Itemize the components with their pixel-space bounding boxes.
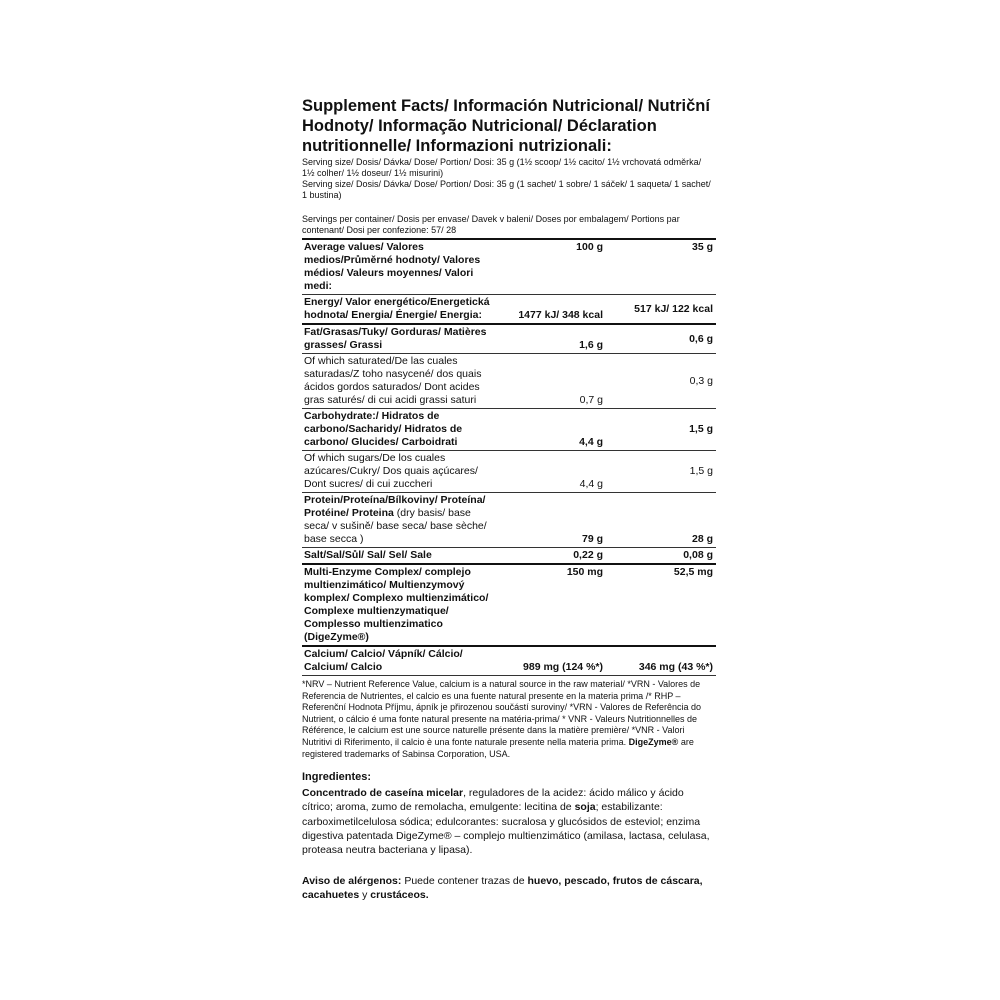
label-title: Supplement Facts/ Información Nutricional/ Nutriční Hodnoty/ Informação Nutricional/ Déclaration nutritionnelle/ Informazioni nutrizionali: bbox=[302, 97, 710, 155]
footnote-brand: DigeZyme® bbox=[628, 736, 679, 747]
allergen-list-2: crustáceos. bbox=[370, 889, 429, 902]
calcium-100g: 989 mg (124 %*) bbox=[493, 646, 611, 676]
footnote-text: *NRV – Nutrient Reference Value, calcium is a natural source in the raw material/ *VRN - Valores de Referencia de Nutrientes, el calcio es una fuente natural presente en la materia prima /* RHP – Referenční Hodnota Příjmu, ápník je přirozenou součástí suroviny/ *VRN - Valores de Referência do Nutrient, o cálcio é uma fonte natural presente na matéria-prima/ * VNR - Valeurs Nutritionnelles de Référence, le calcium est une source naturelle présente dans la matière première/ *VNR - Valori Nutritivi di Riferimento, il calcio è una fonte naturale presente nella materia prima. bbox=[302, 679, 702, 747]
calcium-35g: 346 mg (43 %*) bbox=[611, 646, 716, 676]
energy-row bbox=[302, 295, 716, 325]
carbohydrate-35g: 1,5 g bbox=[611, 409, 716, 451]
table-header-row bbox=[302, 239, 716, 295]
salt-35g: 0,08 g bbox=[611, 548, 716, 565]
allergen-text-1: Puede contener trazas de bbox=[401, 875, 528, 888]
salt-row bbox=[302, 548, 716, 565]
carbohydrate-label: Carbohydrate:/ Hidratos de carbono/Sacharidy/ Hidratos de carbono/ Glucides/ Carboidrati bbox=[302, 409, 493, 451]
protein-35g: 28 g bbox=[611, 493, 716, 548]
saturated-label: Of which saturated/De las cuales saturadas/Z toho nasycené/ dos quais ácidos gordos saturados/ Dont acides gras saturés/ di cui acidi grassi saturi bbox=[302, 354, 493, 409]
serving-size-sachet: Serving size/ Dosis/ Dávka/ Dose/ Portion/ Dosi: 35 g (1 sachet/ 1 sobre/ 1 sáček/ 1 saqueta/ 1 sachet/ 1 bustina) bbox=[302, 179, 711, 200]
header-35g: 35 g bbox=[611, 239, 716, 295]
servings-per-container: Servings per container/ Dosis per envase/ Davek v baleni/ Doses por embalagem/ Portions par contenant/ Dosi per confezione: 57/ 28 bbox=[302, 214, 680, 235]
supplement-facts-label bbox=[302, 96, 716, 903]
ingredients-text bbox=[302, 786, 716, 857]
serving-size-scoop: Serving size/ Dosis/ Dávka/ Dose/ Portion/ Dosi: 35 g (1½ scoop/ 1½ cacito/ 1½ vrchovatá odměrka/ 1½ colher/ 1½ doseur/ 1½ misurini) bbox=[302, 157, 702, 178]
ingredient-soy: soja bbox=[574, 801, 596, 814]
sugars-35g: 1,5 g bbox=[611, 451, 716, 493]
ingredients-heading: Ingredientes: bbox=[302, 771, 372, 784]
calcium-label: Calcium/ Calcio/ Vápník/ Cálcio/ Calcium/ Calcio bbox=[302, 646, 493, 676]
protein-row bbox=[302, 493, 716, 548]
saturated-100g: 0,7 g bbox=[493, 354, 611, 409]
allergen-warning bbox=[302, 874, 716, 902]
allergen-list-1: huevo, pescado, frutos de cáscara, cacahuetes bbox=[302, 875, 703, 902]
enzyme-35g: 52,5 mg bbox=[611, 564, 716, 646]
protein-100g: 79 g bbox=[493, 493, 611, 548]
protein-label-basis: (dry basis/ base seca/ v sušině/ base seca/ base sèche/ base secca ) bbox=[304, 507, 487, 545]
energy-label: Energy/ Valor energético/Energetická hodnota/ Energia/ Énergie/ Energia: bbox=[302, 295, 493, 325]
fat-100g: 1,6 g bbox=[493, 324, 611, 354]
header-label: Average values/ Valores medios/Průměrné hodnoty/ Valores médios/ Valeurs moyennes/ Valori medi: bbox=[302, 239, 493, 295]
header-100g: 100 g bbox=[493, 239, 611, 295]
calcium-row bbox=[302, 646, 716, 676]
enzyme-label: Multi-Enzyme Complex/ complejo multienzimático/ Multienzymový komplex/ Complexo multienzimático/ Complexe multienzymatique/ Complesso multienzimatico (DigeZyme®) bbox=[302, 564, 493, 646]
protein-label-bold: Protein/Proteína/Bílkoviny/ Proteína/ Protéine/ Proteina bbox=[304, 494, 486, 519]
salt-100g: 0,22 g bbox=[493, 548, 611, 565]
fat-label: Fat/Grasas/Tuky/ Gorduras/ Matières grasses/ Grassi bbox=[302, 324, 493, 354]
enzyme-row bbox=[302, 564, 716, 646]
ingredients-part-1: , reguladores de la acidez: ácido málico y ácido cítrico; aroma, zumo de remolacha, emulgente: lecitina de bbox=[302, 787, 684, 814]
saturated-row bbox=[302, 354, 716, 409]
carbohydrate-row bbox=[302, 409, 716, 451]
energy-35g: 517 kJ/ 122 kcal bbox=[611, 295, 716, 325]
enzyme-100g: 150 mg bbox=[493, 564, 611, 646]
ingredient-casein: Concentrado de caseína micelar bbox=[302, 787, 464, 800]
fat-row bbox=[302, 324, 716, 354]
nutrition-table bbox=[302, 238, 716, 676]
sugars-row bbox=[302, 451, 716, 493]
fat-35g: 0,6 g bbox=[611, 324, 716, 354]
sugars-100g: 4,4 g bbox=[493, 451, 611, 493]
salt-label: Salt/Sal/Sůl/ Sal/ Sel/ Sale bbox=[302, 548, 493, 565]
energy-100g: 1477 kJ/ 348 kcal bbox=[493, 295, 611, 325]
footnote-trademark: are registered trademarks of Sabinsa Corporation, USA. bbox=[302, 736, 694, 759]
saturated-35g: 0,3 g bbox=[611, 354, 716, 409]
carbohydrate-100g: 4,4 g bbox=[493, 409, 611, 451]
protein-label bbox=[302, 493, 493, 548]
allergen-label: Aviso de alérgenos: bbox=[302, 875, 402, 888]
allergen-text-2: y bbox=[359, 889, 371, 902]
nrv-footnote bbox=[302, 679, 716, 760]
ingredients-part-2: ; estabilizante: carboximetilcelulosa sódica; edulcorantes: sucralosa y glucósidos de esteviol; enzima digestiva patentada DigeZyme® – complejo multienzimático (amilasa, lactasa, celulasa, proteasa neutra bacteriana y lipasa). bbox=[302, 801, 710, 856]
sugars-label: Of which sugars/De los cuales azúcares/Cukry/ Dos quais açúcares/ Dont sucres/ di cui zuccheri bbox=[302, 451, 493, 493]
